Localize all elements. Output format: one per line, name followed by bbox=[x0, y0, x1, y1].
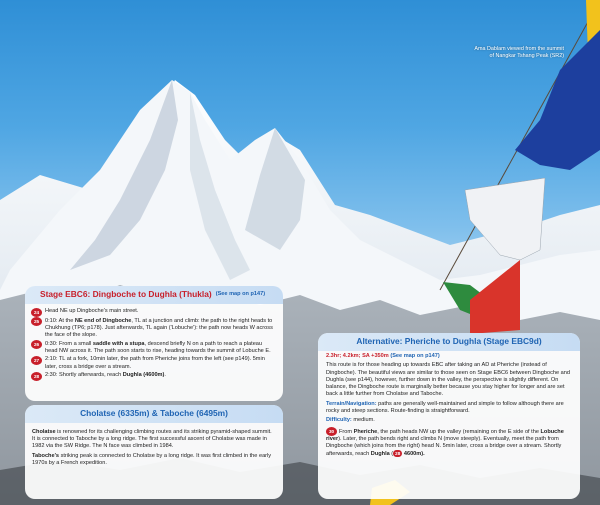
stage-title: Stage EBC6: Dingboche to Dughla (Thukla) bbox=[40, 289, 212, 300]
peaks-body bbox=[32, 429, 275, 469]
step-text: 2:10: TL at a fork, 10min later, the path from Pheriche joins from the left (see p149). 5min later, cross a bridge over a stream. bbox=[45, 356, 265, 370]
waypoint-badge: 28 bbox=[395, 451, 401, 457]
alt-step-30: 30 From Pheriche, the path heads NW up the valley (remaining on the E side of the Lobuche river). Later, the path bends right and climbs N (move steeply). Eventually, meet the path from Dingboche (which joins from the right) head N. 5min later, cross a bridge over a stream. Shortly afterwards, reach Dughla ( 28 4600m). bbox=[326, 428, 564, 458]
alt-intro: This route is for those heading up towards EBC after taking an AD at Pheriche (instead of Dingboche). The beautiful views are similar to those seen on Stage EBC6 between Dingboche and Dughla (see p144), however, further down in the valley, the perspective is slightly different. On balance, the Dingboche route is marginally better because you stay higher for longer and are set back a little further from Cholatse and Taboche. bbox=[326, 362, 570, 398]
stage-map-link[interactable]: (See map on p147) bbox=[215, 291, 266, 298]
step-number-badge: 30 bbox=[326, 427, 337, 436]
step-number-badge: 25 bbox=[31, 317, 42, 326]
step-text: 0:30: From a small saddle with a stupa, descend briefly N on a path to reach a plateau head NW across it. The path soon starts to rise, heading towards the summit of Lobuche E. bbox=[45, 340, 271, 354]
step-text: 2:30: Shortly afterwards, reach Dughla (4600m). bbox=[45, 372, 166, 379]
step-text: 0:10: At the NE end of Dingboche, TL at a junction and climb: the path to the right heads to Chukhung (TP6; p178). Just afterwards, TL again ('Lobuche'): the path now heads W across the face of the slope. bbox=[45, 317, 273, 339]
step-27 bbox=[31, 356, 275, 370]
step-25 bbox=[31, 318, 275, 340]
caption-line-2: of Nangkar Tshang Peak (SR2) bbox=[489, 53, 564, 59]
step-26 bbox=[31, 341, 275, 355]
caption-line-1: Ama Dablam viewed from the summit bbox=[474, 46, 564, 52]
difficulty-note: Difficulty: medium. bbox=[326, 417, 375, 424]
step-number-badge: 24 bbox=[31, 308, 42, 317]
alt-body bbox=[326, 353, 572, 461]
alt-map-link[interactable]: (See map on p147) bbox=[390, 353, 440, 359]
stage-ebc6-box bbox=[25, 286, 283, 401]
step-number-badge: 26 bbox=[31, 340, 42, 349]
peaks-header bbox=[25, 405, 283, 423]
cholatse-taboche-box bbox=[25, 405, 283, 499]
peaks-title: Cholatse (6335m) & Taboche (6495m) bbox=[80, 408, 228, 419]
step-number-badge: 27 bbox=[31, 356, 42, 365]
step-24 bbox=[31, 308, 275, 317]
cholatse-paragraph: Cholatse is renowned for its challenging climbing routes and its striking pyramid-shaped summit. It is connected to Taboche by a long ridge. The first successful ascent of Cholatse was made in 1982 via the SW Ridge. The N face was climbed in 1984. bbox=[32, 429, 272, 450]
step-28 bbox=[31, 372, 275, 381]
alternative-route-box bbox=[318, 333, 580, 499]
terrain-note: Terrain/Navigation: paths are generally well-maintained and simple to follow although there are rocky and steep sections. Route-finding is straightforward. bbox=[326, 400, 564, 414]
alt-header bbox=[318, 333, 580, 351]
alt-stats: 2.3hr; 4.2km; SA +350m (See map on p147) bbox=[326, 353, 440, 359]
taboche-paragraph: Taboche's striking peak is connected to Cholatse by a long ridge. It was first climbed in the early 1970s by a French expedition. bbox=[32, 452, 272, 466]
step-number-badge: 28 bbox=[31, 372, 42, 381]
photo-caption bbox=[414, 46, 564, 60]
alt-title: Alternative: Pheriche to Dughla (Stage EBC9d) bbox=[356, 336, 542, 347]
stage-header bbox=[25, 286, 283, 304]
step-text: Head NE up Dingboche's main street. bbox=[45, 308, 139, 314]
stage-steps bbox=[31, 308, 275, 382]
